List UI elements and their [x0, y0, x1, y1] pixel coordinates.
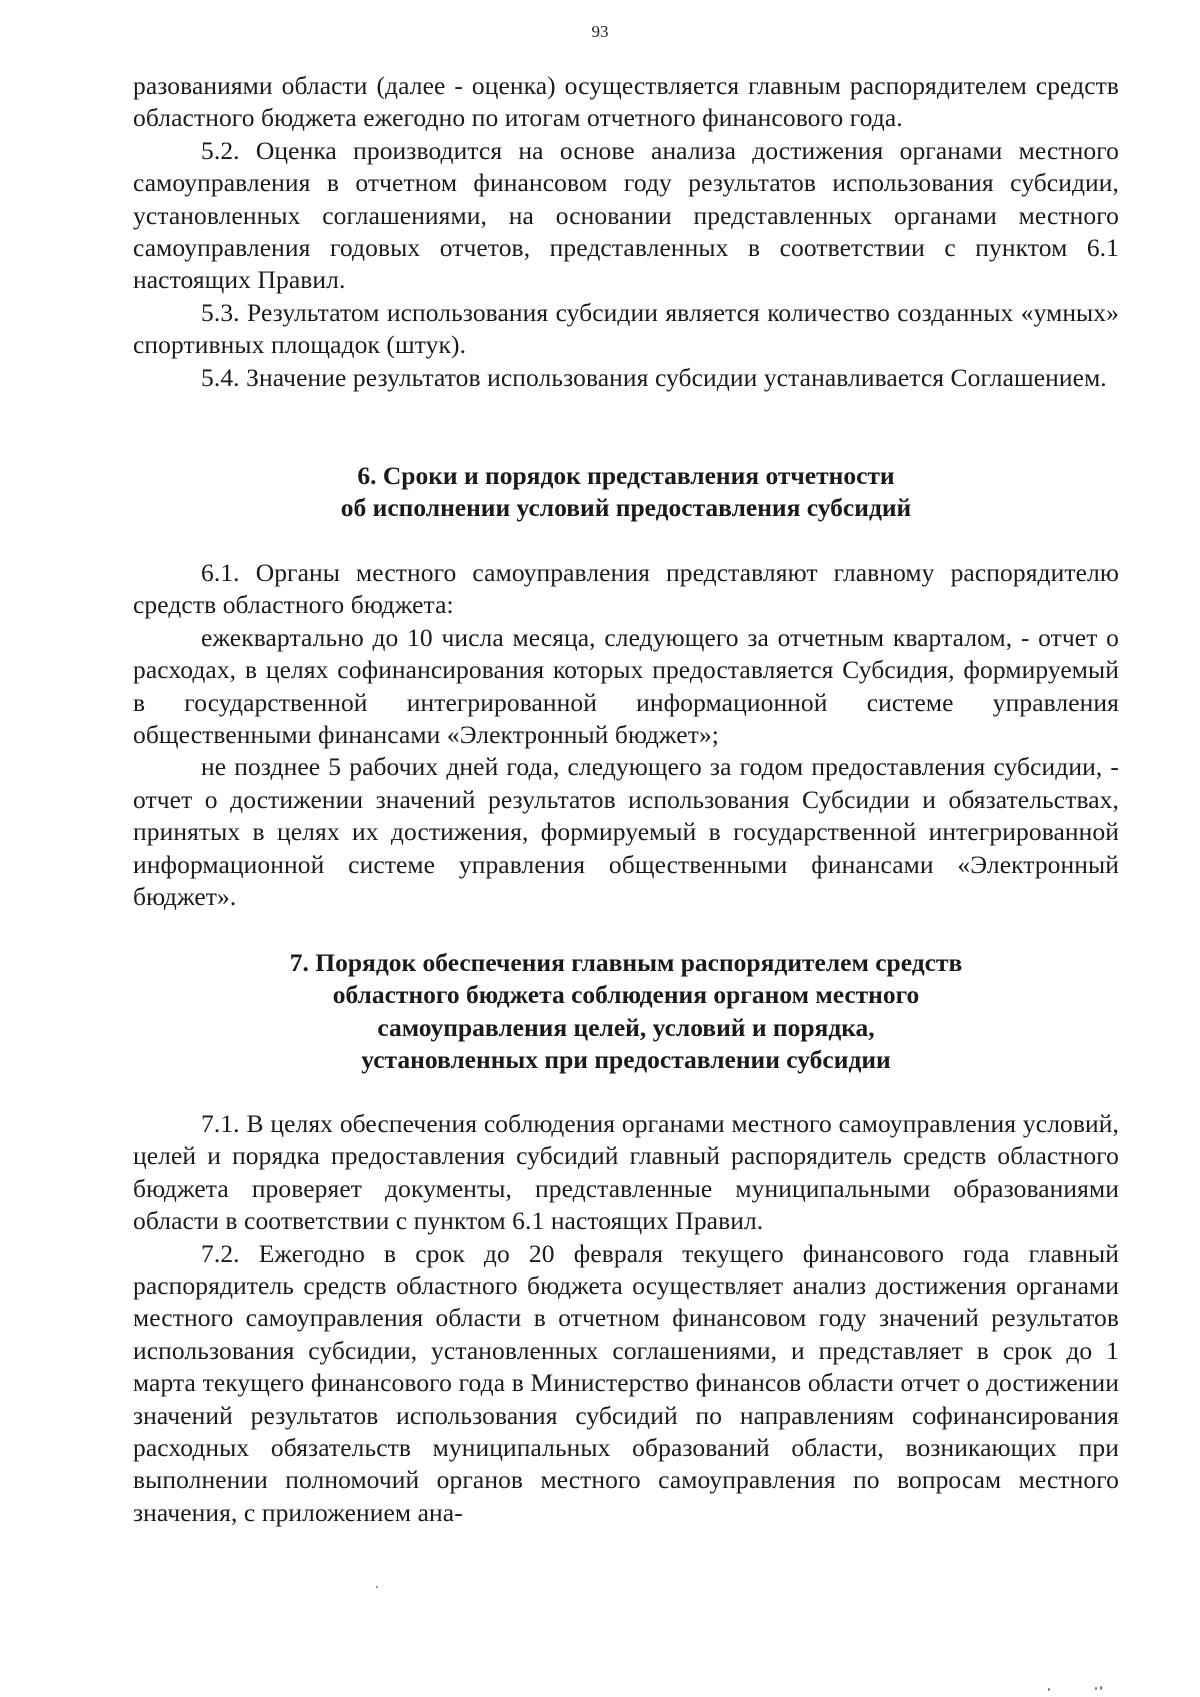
page-number: 93: [591, 22, 609, 41]
paragraph-6-1-quarterly: ежеквартально до 10 числа месяца, следующего за отчетным кварталом, - отчет о расходах, в целях софинансирования которых предоставляется Субсидия, формируемый в государственной интегрированной информационной системе управления общественными финансами «Электронный бюджет»;: [133, 622, 1119, 750]
paragraph-6-1-annual: не позднее 5 рабочих дней года, следующего за годом предоставления субсидии, - отчет о достижении значений результатов использования Субсидии и обязательствах, принятых в целях их достижения, формируемый в государственной интегрированной информационной системе управления общественными финансами «Электронный бюджет».: [133, 752, 1119, 912]
section5-continuation: [133, 70, 1119, 394]
paragraph-7-1: 7.1. В целях обеспечения соблюдения органами местного самоуправления условий, целей и порядка предоставления субсидий главный распорядитель средств областного бюджета проверяет документы, представленные муниципальными образованиями области в соответствии с пунктом 6.1 настоящих Правил.: [133, 1109, 1119, 1236]
paragraph-5-4: 5.4. Значение результатов использования субсидии устанавливается Соглашением.: [201, 362, 1107, 392]
scan-artifact-dot: [1048, 1688, 1050, 1691]
section6-body: [133, 557, 1119, 913]
scan-artifact-dot: [376, 1586, 378, 1588]
scan-artifact-dot: [1095, 1687, 1097, 1690]
paragraph-7-2: 7.2. Ежегодно в срок до 20 февраля текущего финансового года главный распорядитель средств областного бюджета осуществляет анализ достижения органами местного самоуправления области в отчетном финансовом году значений результатов использования субсидии, установленных соглашениями, и представляет в срок до 1 марта текущего финансового года в Министерство финансов области отчет о достижении значений результатов использования субсидий по направлениям софинансирования расходных обязательств муниципальных образований области, возникающих при выполнении полномочий органов местного самоуправления по вопросам местного значения, с приложением ана-: [133, 1238, 1119, 1527]
paragraph-5-2: 5.2. Оценка производится на основе анализа достижения органами местного самоуправления в отчетном финансовом году результатов использования субсидии, установленных соглашениями, на основании представленных органами местного самоуправления годовых отчетов, представленных в соответствии с пунктом 6.1 настоящих Правил.: [133, 135, 1119, 295]
section7-heading-line3: самоуправления целей, условий и порядка,: [377, 1012, 875, 1042]
section7-heading: [133, 947, 1119, 1077]
section7-heading-line4: установленных при предоставлении субсидии: [361, 1045, 891, 1075]
section6-heading: [133, 460, 1119, 525]
section7-heading-line2: областного бюджета соблюдения органом местного: [332, 980, 920, 1010]
paragraph-5-1-continuation: разованиями области (далее - оценка) осуществляется главным распорядителем средств областного бюджета ежегодно по итогам отчетного финансового года.: [133, 71, 1119, 133]
section6-heading-line1: 6. Сроки и порядок представления отчетности: [357, 461, 895, 490]
scan-artifact-dot: [1100, 1686, 1102, 1690]
section6-heading-line2: об исполнении условий предоставления субсидий: [340, 493, 912, 523]
paragraph-5-3: 5.3. Результатом использования субсидии является количество созданных «умных» спортивных площадок (штук).: [133, 297, 1119, 360]
section7-body: [133, 1108, 1119, 1529]
paragraph-6-1: 6.1. Органы местного самоуправления представляют главному распорядителю средств областного бюджета:: [133, 558, 1119, 620]
section7-heading-line1: 7. Порядок обеспечения главным распорядителем средств: [289, 948, 963, 977]
